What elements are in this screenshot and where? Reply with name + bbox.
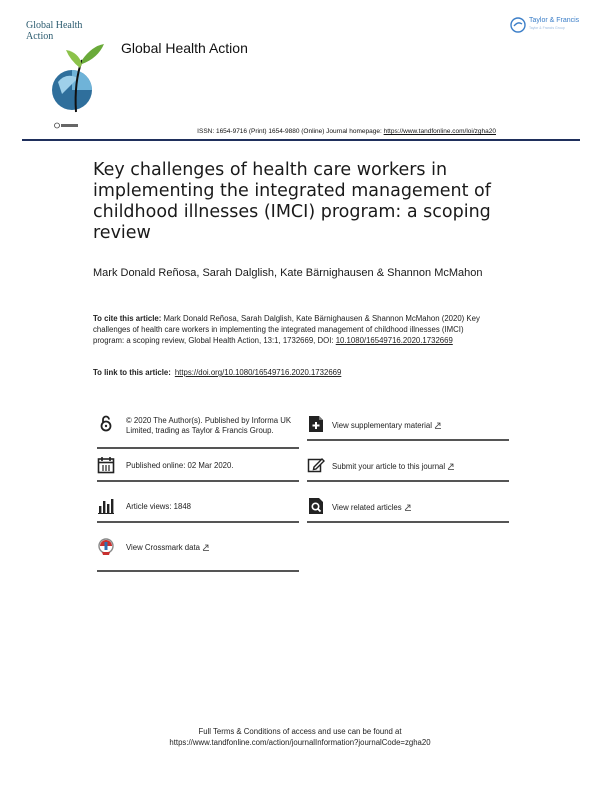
external-link-icon xyxy=(434,422,442,429)
publisher-logo-icon xyxy=(510,17,526,33)
supplementary-divider xyxy=(307,439,509,441)
published-text: Published online: 02 Mar 2020. xyxy=(126,461,234,470)
submit-label: Submit your article to this journal xyxy=(332,462,446,471)
article-views-divider xyxy=(97,521,299,523)
article-title: Key challenges of health care workers in implementing the integrated management of childhood illnesses (IMCI) program: a scoping review xyxy=(93,160,491,243)
supplementary-block[interactable] xyxy=(307,415,509,441)
journal-logo xyxy=(26,20,116,105)
header-divider xyxy=(22,139,580,141)
submit-link[interactable] xyxy=(332,462,510,472)
globe-leaf-icon xyxy=(48,42,106,114)
open-access-block xyxy=(97,415,299,449)
publisher-subtitle: Taylor & Francis Group xyxy=(529,26,565,30)
issn-line xyxy=(197,128,496,135)
article-doi-url[interactable]: https://doi.org/10.1080/16549716.2020.1732669 xyxy=(174,368,342,377)
journal-name[interactable]: Global Health Action xyxy=(121,40,248,56)
related-articles-divider xyxy=(307,521,509,523)
footer-terms-text: Full Terms & Conditions of access and use can be found at xyxy=(198,727,402,736)
crossmark-divider xyxy=(97,570,299,572)
journal-homepage-link[interactable]: https://www.tandfonline.com/loi/zgha20 xyxy=(383,128,496,135)
external-link-icon xyxy=(404,504,412,511)
supplementary-link[interactable] xyxy=(332,421,510,431)
crossmark-link[interactable] xyxy=(126,543,304,553)
issn-text: ISSN: 1654-9716 (Print) 1654-9880 (Online) Journal homepage: xyxy=(197,128,384,135)
supplementary-icon xyxy=(307,415,325,433)
small-publisher-icon xyxy=(54,122,80,129)
related-articles-link[interactable] xyxy=(332,503,510,513)
submit-block[interactable] xyxy=(307,456,509,482)
article-views-block xyxy=(97,497,299,523)
publisher-name: Taylor & Francis xyxy=(529,17,580,24)
publisher-logo[interactable] xyxy=(510,16,590,38)
related-articles-icon xyxy=(307,497,325,515)
bar-chart-icon xyxy=(97,497,115,515)
calendar-icon xyxy=(97,456,115,474)
citation-label: To cite this article: xyxy=(93,314,162,323)
open-access-text: © 2020 The Author(s). Published by Informa UK Limited, trading as Taylor & Francis Group. xyxy=(126,416,292,435)
citation-doi-link[interactable]: 10.1080/16549716.2020.1732669 xyxy=(335,336,453,345)
journal-logo-text: Global Health Action xyxy=(26,20,83,42)
footer-terms-link[interactable]: https://www.tandfonline.com/action/journalInformation?journalCode=zgha20 xyxy=(169,737,431,747)
open-access-icon xyxy=(97,415,115,433)
submit-divider xyxy=(307,480,509,482)
crossmark-block[interactable] xyxy=(97,538,299,572)
edit-icon xyxy=(307,456,325,474)
supplementary-label: View supplementary material xyxy=(332,421,432,430)
related-articles-block[interactable] xyxy=(307,497,509,523)
external-link-icon xyxy=(447,463,455,470)
article-authors: Mark Donald Reñosa, Sarah Dalglish, Kate Bärnighausen & Shannon McMahon xyxy=(93,267,483,279)
published-block xyxy=(97,456,299,482)
published-divider xyxy=(97,480,299,482)
related-articles-label: View related articles xyxy=(332,503,402,512)
open-access-divider xyxy=(97,447,299,449)
citation-text: Mark Donald Reñosa, Sarah Dalglish, Kate Bärnighausen & Shannon McMahon (2020) Key challenges of health care workers in implementing the integrated management of childhood illnesses (IMCI) program: a scoping review, Global Health Action, 13:1, 1732669, DOI: xyxy=(93,314,480,345)
citation-block xyxy=(93,313,493,346)
crossmark-icon xyxy=(97,538,115,556)
article-link-label: To link to this article: xyxy=(93,368,171,377)
article-link-line xyxy=(93,368,513,377)
article-views-text: Article views: 1848 xyxy=(126,502,192,511)
external-link-icon xyxy=(202,544,210,551)
footer xyxy=(0,727,600,748)
crossmark-label: View Crossmark data xyxy=(126,543,200,552)
